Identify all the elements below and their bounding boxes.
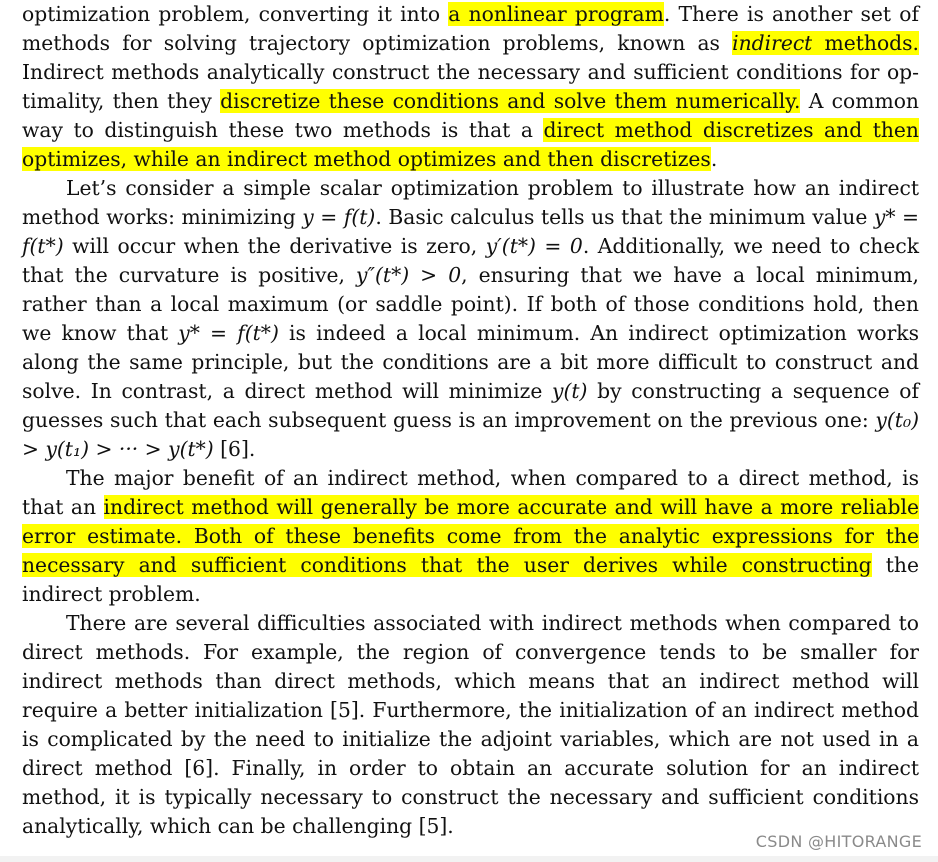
text-segment: . There is another set of methods for solving trajectory optimization problems, known as: [22, 2, 919, 55]
math-expression: y* = f(t*): [22, 205, 920, 258]
highlighted-text: a nonlinear program: [448, 2, 664, 26]
watermark: CSDN @HITORANGE: [755, 832, 922, 851]
text-segment: There are several difficulties associated with indirect methods when compared to direct methods. For example, the region of convergence tends to be smaller for indirect methods than direct methods, which means that an indirect method will require a better initialization [5]. Furthermore, the initialization of an indirect method is complicated by the need to initialize the adjoint variables, which are not used in a direct method [6]. Finally, in order to obtain an accurate solution for an indirect method, it is typically necessary to construct the necessary and sufficient conditions analytically, which can be challenging [5].: [22, 611, 919, 838]
text-segment: optimization problem, converting it into: [22, 2, 449, 26]
math-expression: y(t): [552, 379, 588, 403]
text-segment: A common way to distinguish these two methods is that a: [22, 89, 919, 142]
text-segment: . Basic calculus tells us that the minimum value: [375, 205, 874, 229]
paragraph-3: [22, 464, 919, 609]
math-expression: y(t₀) > y(t₁) > ··· > y(t*): [22, 408, 919, 461]
highlighted-text: indirect: [732, 31, 813, 55]
text-segment: [6].: [213, 437, 256, 461]
text-segment: . Additionally, we need to check that the curvature is positive,: [22, 234, 919, 287]
bottom-strip: [0, 856, 938, 862]
text-segment: the indirect problem.: [22, 553, 919, 606]
text-segment: will occur when the derivative is zero,: [63, 234, 486, 258]
text-segment: .: [710, 147, 718, 171]
math-expression: y′(t*) = 0: [485, 234, 583, 258]
paragraph-1: [22, 0, 919, 174]
math-expression: y* = f(t*): [178, 321, 279, 345]
highlighted-text: direct method discretizes and then optimizes, while an indirect method optimizes and then discretizes: [22, 118, 919, 171]
text-segment: , ensuring that we have a local minimum, rather than a local maximum (or saddle point). If both of those conditions hold, then we know that: [22, 263, 919, 345]
math-expression: y″(t*) > 0: [355, 263, 462, 287]
highlighted-text: methods.: [812, 31, 919, 55]
highlighted-text: indirect method will generally be more accurate and will have a more reliable error estimate. Both of these benefits come from the analytic expressions for the necessary and sufficient conditions that the user derives while constructing: [22, 495, 919, 577]
document-body: [22, 0, 919, 841]
math-expression: y = f(t): [302, 205, 376, 229]
text-segment: The major benefit of an indirect method, when compared to a direct method, is that an: [22, 466, 919, 519]
text-segment: is indeed a local minimum. An indirect optimization works along the same principle, but the conditions are a bit more difficult to construct and solve. In contrast, a direct method will minimize: [22, 321, 919, 403]
highlighted-text: discretize these conditions and solve them numerically.: [220, 89, 801, 113]
paragraph-2: [22, 174, 919, 464]
text-segment: Let’s consider a simple scalar optimization problem to illustrate how an indirect method works: minimizing: [22, 176, 919, 229]
text-segment: Indirect methods analytically construct the necessary and sufficient conditions for optimality, then they: [22, 60, 919, 113]
paragraph-4: [22, 609, 919, 841]
text-segment: by constructing a sequence of guesses such that each subsequent guess is an improvement on the previous one:: [22, 379, 919, 432]
